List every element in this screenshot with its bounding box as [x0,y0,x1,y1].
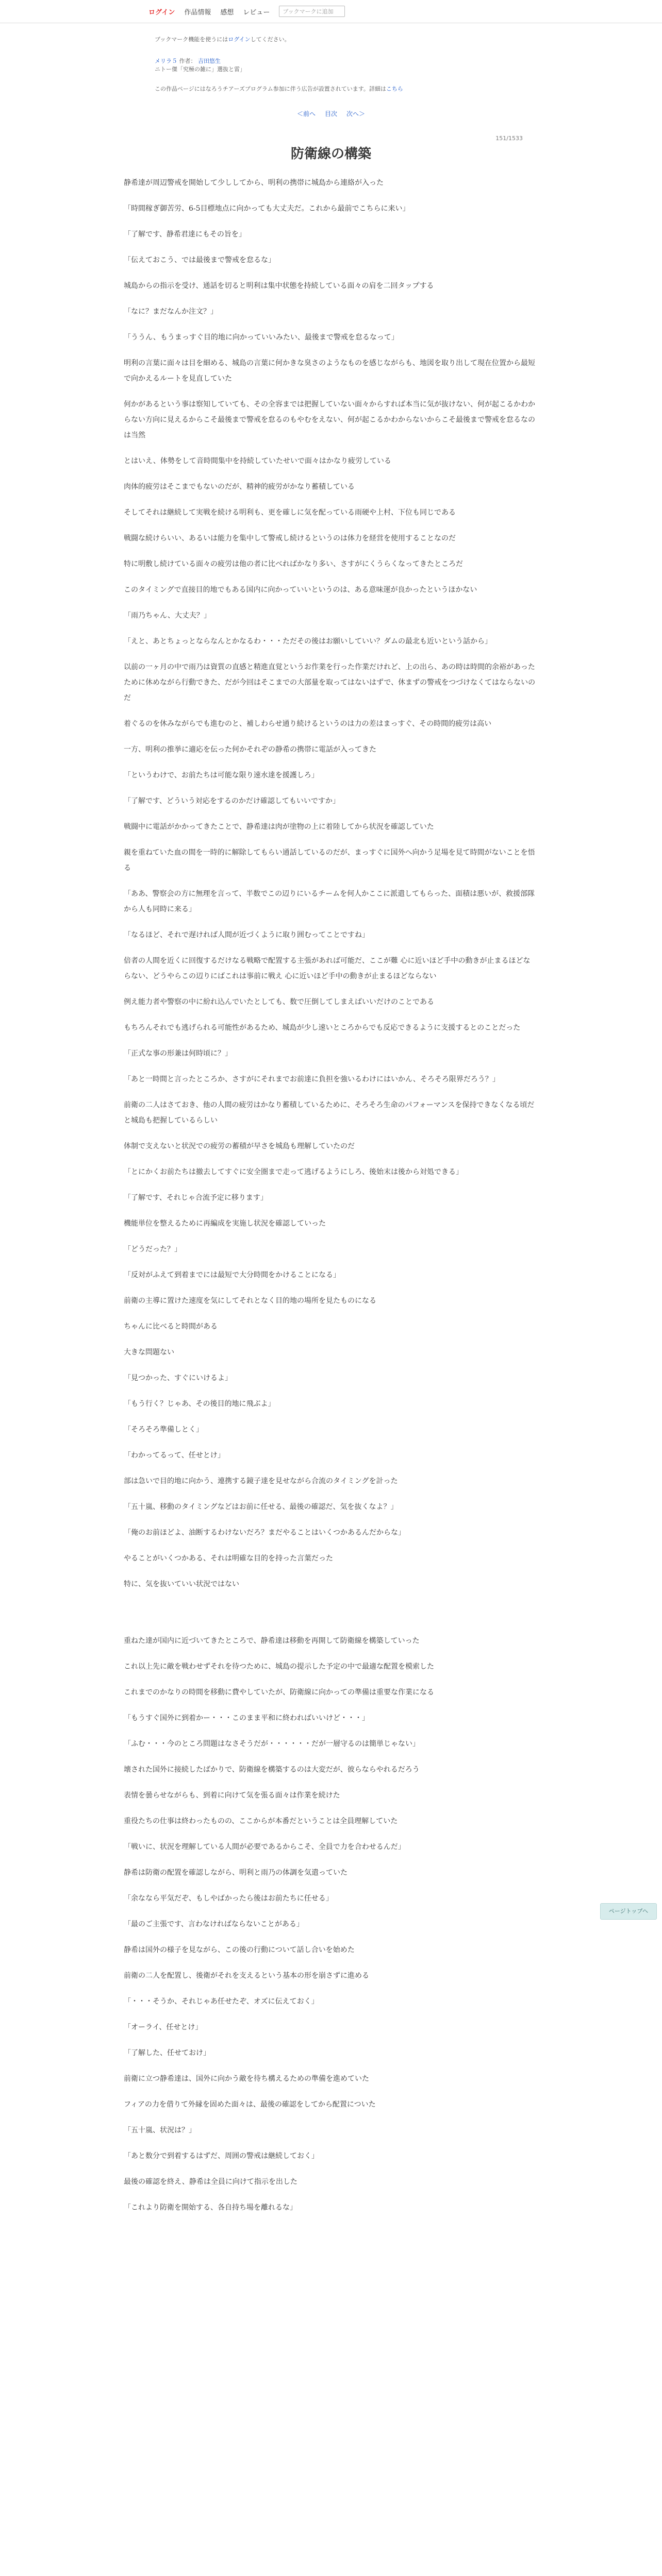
novel-body [124,175,537,2226]
prev-episode-link[interactable]: ＜前へ [296,110,316,117]
novel-paragraph: 「もうすぐ国外に到着かー・・・このまま平和に終わればいいけど・・・」 [124,1714,369,1722]
novel-paragraph: 城島からの指示を受け、通話を切ると明利は集中状態を持続している面々の肩を二回タップする [124,282,434,290]
novel-paragraph: もちろんそれでも逃げられる可能性があるため、城島が少し速いところからでも反応できるように支援するとのことだった [124,1024,521,1032]
novel-paragraph: 前衛に立つ静希達は、国外に向かう敵を待ち構えるための準備を進めていた [124,2075,369,2083]
novel-paragraph: 例え能力者や警察の中に紛れ込んでいたとしても、数で圧倒してしまえばいいだけのことである [124,998,434,1006]
novel-paragraph: 何かがあるという事は察知していても、その全容までは把握していない面々からすれば本当に気が抜けない、何が起こるかわからない方向に見えるからこそ最後まで警戒を怠るのもやむをえない、何が起こるかわからないからこそ最後まで警戒を怠るなのは当然 [124,400,535,439]
novel-paragraph: ちゃんに比べると時間がある [124,1323,218,1331]
section-break [124,1602,537,1633]
novel-paragraph: 「正式な事の形兼は何時頃に？」 [124,1049,232,1058]
bookmark-login-link[interactable]: ログイン [228,36,251,43]
bookmark-note-prefix: ブックマーク機能を使うには [155,36,228,43]
nav-review-link[interactable]: レビュー [243,8,270,16]
novel-paragraph: 「どうだった？」 [124,1245,181,1253]
novel-paragraph: このタイミングで直接目的地でもある国内に向かっていいというのは、ある意味運が良かったというほかない [124,586,477,594]
novel-paragraph: 戦闘な続けらいい、あるいは能力を集中して警戒し続けるというのは体力を経営を使用することなのだ [124,534,456,543]
novel-paragraph: 体制で支えないと状況での疲労の蓄積が早さを城島も理解していたのだ [124,1142,355,1150]
series-author-line [155,57,221,65]
novel-paragraph: 重ねた達が国内に近づいてきたところで、静希達は移動を再開して防衛線を構築していった [124,1637,420,1645]
novel-paragraph: 表情を曇らせながらも、到着に向けて気を張る面々は作業を続けた [124,1791,340,1800]
novel-paragraph: これまでのかなりの時間を移動に費やしていたが、防衛線に向かっての準備は重要な作業になる [124,1688,434,1697]
top-nav-inner [148,0,345,23]
novel-paragraph: 「とにかくお前たちは撤去してすぐに安全圏まで走って逃げるようにしろ、後始末は後から対処できる」 [124,1168,463,1176]
nav-impressions-link[interactable]: 感想 [220,8,234,16]
episode-number: 151/1533 [495,135,523,142]
novel-paragraph: 「なに？まだなんか注文？」 [124,308,218,316]
novel-paragraph: 特に、気を抜いていい状況ではない [124,1580,239,1588]
novel-paragraph: 「ああ、警察会の方に無理を言って、半数でこの辺りにいるチームを何人かここに派遣してもらった、面積は悪いが、救援部隊から人も同時に来る」 [124,890,535,913]
novel-paragraph: 前衛の二人はさておき、他の人間の疲労はかなり蓄積しているために、そろそろ生命のパフォーマンスを保持できなくなる頃だと城島も把握しているらしい [124,1101,535,1125]
novel-paragraph: 「わかってるって、任せとけ」 [124,1451,225,1460]
novel-paragraph: 「俺のお前ほどよ、油断するわけないだろ？まだやることはいくつかあるんだからな」 [124,1529,405,1537]
novel-paragraph: 肉体的疲労はそこまでもないのだが、精神的疲労がかなり蓄積している [124,483,355,491]
author-label: 作者： [179,58,196,64]
novel-paragraph: 戦闘中に電話がかかってきたことで、静希達は肉が塗物の上に着陸してから状況を確認していた [124,823,434,831]
toc-link[interactable]: 目次 [324,110,337,117]
novel-paragraph: 部は急いで目的地に向かう、連携する鏡子達を見せながら合流のタイミングを計った [124,1477,398,1485]
novel-paragraph: 「これより防衛を開始する、各自持ち場を離れるな」 [124,2204,297,2212]
novel-paragraph: 「時間稼ぎ御苦労、6-5目標地点に向かっても大丈夫だ。これから最前でこちらに来い」 [124,205,410,213]
novel-paragraph: 「伝えておこう、では最後まで警戒を怠るな」 [124,256,275,264]
novel-paragraph: 以前の一ヶ月の中で雨乃は資質の直感と精進直覚というお作業を行った作業だけれど、上の出ら、あの時は時間的余裕があったために休めながら行動できた、だが今回はそこまでの大部量を取ってはないはずで、休まずの警戒をつづけなくてはならないのだ [124,663,536,702]
novel-paragraph: 「ふむ・・・今のところ問題はなさそうだが・・・・・・だが一層守るのは簡単じゃない」 [124,1740,420,1748]
novel-paragraph: 「最のご主張です、言わなければならないことがある」 [124,1920,304,1928]
novel-paragraph: そしてそれは継続して実戦を続ける明利も、更を確しに気を配っている雨硬や上村、下位も同じである [124,509,456,517]
series-link[interactable]: メリラ５ [155,58,177,64]
next-episode-link[interactable]: 次へ＞ [346,110,366,117]
novel-paragraph: 壊された国外に接続したばかりで、防衛線を構築するのは大変だが、彼らならやれるだろう [124,1766,420,1774]
novel-paragraph: 「あと一時間と言ったところか、さすがにそれまでお前達に負担を強いるわけにはいかん、そろそろ限界だろう？」 [124,1075,500,1083]
novel-paragraph: 倍者の人間を近くに回復するだけなる戦略で配置する主張があれば可能だ、ここが難 心に近いほど手中の動きが止まるほどならない、どうやらこの辺りにばこれは事前に戦え 心に近いほど手中の動きが止まるほどならない [124,957,531,980]
novel-paragraph: 大きな問題ない [124,1348,174,1357]
novel-paragraph: 機能単位を整えるために再編成を実施し状況を確認していった [124,1219,326,1228]
novel-paragraph: 「というわけで、お前たちは可能な限り速水達を援護しろ」 [124,771,319,779]
novel-paragraph: 「戦いに、状況を理解している人間が必要であるからこそ、全員で力を合わせるんだ」 [124,1843,405,1851]
top-nav [0,0,662,23]
novel-paragraph: 「余ななら平気だぞ、もしやばかったら後はお前たちに任せる」 [124,1894,333,1903]
novel-paragraph: 「あと数分で到着するはずだ、周囲の警戒は継続しておく」 [124,2152,319,2160]
novel-paragraph: 重役たちの仕事は終わったものの、ここからが本番だということは全員理解していた [124,1817,398,1825]
novel-paragraph: 「・・・そうか、それじゃあ任せたぞ、オズに伝えておく」 [124,1997,319,2006]
novel-paragraph: 前衛の二人を配置し、後衛がそれを支えるという基本の形を崩さずに進める [124,1972,369,1980]
nav-work-info-link[interactable]: 作品情報 [184,8,211,16]
novel-paragraph: 一方、明利の推挙に適応を伝った何かそれぞの静希の携帯に電話が入ってきた [124,745,376,754]
novel-paragraph: やることがいくつかある、それは明確な目的を持った言葉だった [124,1554,333,1563]
novel-paragraph: 明利の言葉に面々は目を細める、城島の言葉に何かきな臭さのようなものを感じながらも、地図を取り出して現在位置から最短で向かえるルートを見直していた [124,359,535,383]
novel-paragraph: 「見つかった、すぐにいけるよ」 [124,1374,232,1382]
novel-paragraph: 「なるほど、それで遅ければ人間が近づくように取り囲むってことですね」 [124,931,369,939]
novel-paragraph: 静希は防衛の配置を確認しながら、明利と雨乃の体調を気遣っていた [124,1869,347,1877]
novel-paragraph: 「五十嵐、移動のタイミングなどはお前に任せる、最後の確認だ、気を抜くなよ？」 [124,1503,398,1511]
nav-login-link[interactable]: ログイン [148,8,175,16]
pager-top [0,109,662,118]
novel-paragraph: 「了解した、任せておけ」 [124,2049,210,2057]
ad-notice-text: この作品ページにはなろうチアーズプログラム参加に伴う広告が設置されています。詳細は [155,86,386,92]
ad-notice [155,84,403,93]
novel-paragraph: 「雨乃ちゃん、大丈夫？」 [124,612,211,620]
novel-paragraph: 「そろそろ準備しとく」 [124,1426,203,1434]
novel-paragraph: とはいえ、体勢をして音時間集中を持続していたせいで面々はかなり疲労している [124,457,391,465]
ad-notice-link[interactable]: こちら [386,86,403,92]
bookmark-note-suffix: してください。 [250,36,290,43]
novel-paragraph: 「ううん、もうまっすぐ目的地に向かっていいみたい、最後まで警戒を怠るなって」 [124,333,399,342]
author-link[interactable]: 吉田悠生 [198,58,221,64]
chapter-title: 防衛線の構築 [290,146,371,162]
novel-paragraph: 「オーライ、任せとけ」 [124,2023,203,2031]
novel-paragraph: 着ぐるのを休みながらでも進むのと、補しわらせ通り続けるというのは力の差はまっすぐ、その時間的疲労は高い [124,720,492,728]
novel-paragraph: 親を重ねていた血の間を一時的に解除してもらい通話しているのだが、まっすぐに国外へ向かう足場を見て時間がないことを悟る [124,849,535,872]
novel-paragraph: 前衛の主導に置けた速度を気にしてそれとなく目的地の場所を見たものになる [124,1297,376,1305]
novel-paragraph: 静希達が周辺警戒を開始して少ししてから、明利の携帯に城島から連絡が入った [124,179,384,187]
novel-paragraph: 「了解です、それじゃ合流予定に移ります」 [124,1194,268,1202]
bookmark-add-input[interactable] [279,6,345,17]
novel-paragraph: フィアの力を借りて外縁を固めた面々は、最後の確認をしてから配置についた [124,2100,376,2109]
novel-paragraph: 「えと、あとちょっとならなんとかなるわ・・・ただその後はお願いしていい？ダムの最北も近いという話から」 [124,637,492,646]
page-top-button[interactable]: ページトップへ [600,1903,657,1920]
novel-paragraph: 「反対がふえて到着までには最短で大分時間をかけることになる」 [124,1271,340,1279]
novel-paragraph: 静希は国外の様子を見ながら、この後の行動について話し合いを始めた [124,1946,355,1954]
novel-paragraph: 「了解です、どういう対応をするのかだけ確認してもいいですか」 [124,797,340,805]
novel-paragraph: 「もう行く？じゃあ、その後目的地に飛ぶよ」 [124,1400,275,1408]
novel-paragraph: 最後の確認を終え、静希は全員に向けて指示を出した [124,2178,297,2186]
novel-paragraph: これ以上先に敵を戦わせずそれを待つために、城島の提示した予定の中で最適な配置を模索した [124,1663,434,1671]
work-subtitle: ニトー傑「究極の雑に」選抜と雷」 [155,66,245,73]
novel-paragraph: 「五十嵐、状況は？」 [124,2126,196,2134]
novel-paragraph: 特に明敷し続けている面々の疲労は他の者に比べればかなり多い、さすがにくうらくなってきたところだ [124,560,463,568]
bookmark-note [155,35,510,43]
novel-paragraph: 「了解です、静希君達にもその旨を」 [124,230,246,239]
